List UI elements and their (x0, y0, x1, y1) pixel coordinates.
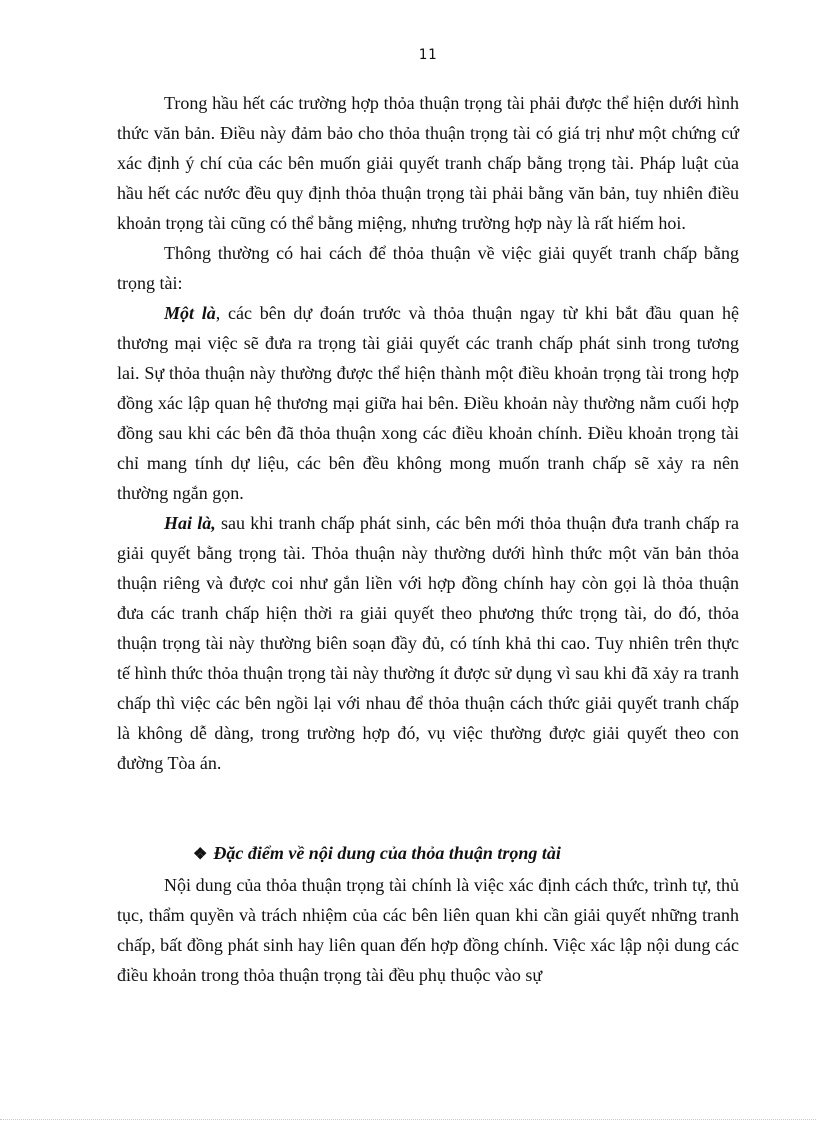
paragraph: Nội dung của thỏa thuận trọng tài chính là việc xác định cách thức, trình tự, thủ tục, thẩm quyền và trách nhiệm của các bên liên quan khi cần giải quyết những tranh chấp, bất đồng phát sinh hay liên quan đến hợp đồng chính. Việc xác lập nội dung các điều khoản trong thỏa thuận trọng tài đều phụ thuộc vào sự (117, 875, 739, 985)
page-bottom-rule (0, 1119, 816, 1120)
paragraph: Hai là, sau khi tranh chấp phát sinh, các bên mới thỏa thuận đưa tranh chấp ra giải quyết bằng trọng tài. Thỏa thuận này thường dưới hình thức một văn bản thỏa thuận riêng và được coi như gắn liền với hợp đồng chính hay còn gọi là thỏa thuận đưa các tranh chấp hiện thời ra giải quyết theo phương thức trọng tài, do đó, thỏa thuận trọng tài này thường biên soạn đầy đủ, có tính khả thi cao. Tuy nhiên trên thực tế hình thức thỏa thuận trọng tài này thường ít được sử dụng vì sau khi đã xảy ra tranh chấp thì việc các bên ngồi lại với nhau để thỏa thuận cách thức giải quyết tranh chấp là không dễ dàng, trong trường hợp đó, vụ việc thường được giải quyết theo con đường Tòa án. (117, 513, 739, 773)
paragraph: Thông thường có hai cách để thỏa thuận về việc giải quyết tranh chấp bằng trọng tài: (117, 243, 739, 293)
paragraph-lead: Hai là, (164, 513, 216, 533)
section-heading-text: Đặc điểm về nội dung của thỏa thuận trọng tài (213, 843, 561, 863)
section-spacer (117, 778, 739, 838)
paragraph: Trong hầu hết các trường hợp thỏa thuận trọng tài phải được thể hiện dưới hình thức văn bản. Điều này đảm bảo cho thỏa thuận trọng tài có giá trị như một chứng cứ xác định ý chí của các bên muốn giải quyết tranh chấp bằng trọng tài. Pháp luật của hầu hết các nước đều quy định thỏa thuận trọng tài phải bằng văn bản, tuy nhiên điều khoản trọng tài cũng có thể bằng miệng, nhưng trường hợp này là rất hiếm hoi. (117, 93, 739, 233)
diamond-bullet-icon: ❖ (193, 846, 208, 863)
section-heading (117, 838, 739, 870)
document-body (117, 88, 739, 990)
paragraph: Một là, các bên dự đoán trước và thỏa thuận ngay từ khi bắt đầu quan hệ thương mại việc sẽ đưa ra trọng tài giải quyết các tranh chấp phát sinh trong tương lai. Sự thỏa thuận này thường được thể hiện thành một điều khoản trọng tài trong hợp đồng xác lập quan hệ thương mại giữa hai bên. Điều khoản này thường nằm cuối hợp đồng sau khi các bên đã thỏa thuận xong các điều khoản chính. Điều khoản trọng tài chỉ mang tính dự liệu, các bên đều không mong muốn tranh chấp sẽ xảy ra nên thường ngắn gọn. (117, 303, 739, 503)
paragraph-lead: Một là (164, 303, 216, 323)
page-number: 11 (418, 47, 438, 63)
